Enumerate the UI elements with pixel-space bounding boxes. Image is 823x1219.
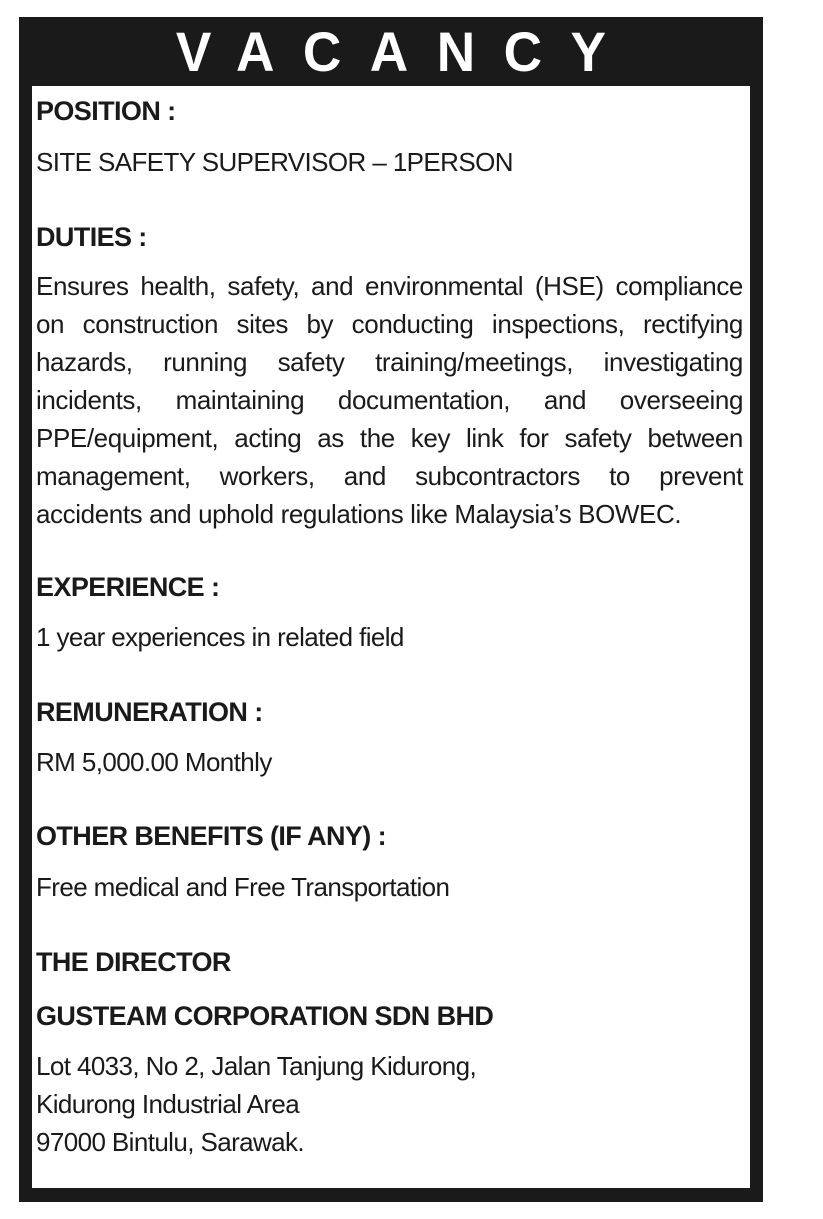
remuneration-value: RM 5,000.00 Monthly xyxy=(36,747,272,777)
duties-label: DUTIES : xyxy=(36,222,147,252)
company-address xyxy=(36,1047,748,1161)
other-benefits-label: OTHER BENEFITS (IF ANY) : xyxy=(36,821,386,851)
remuneration-label: REMUNERATION : xyxy=(36,697,263,727)
address-line: 97000 Bintulu, Sarawak. xyxy=(36,1127,305,1157)
company-name: GUSTEAM CORPORATION SDN BHD xyxy=(36,1001,494,1031)
duties-description: Ensures health, safety, and environmental (HSE) compliance on construction sites by conducting inspections, rectifying hazards, running safety training/meetings, investigating incidents, maintaining documentation, and overseeing PPE/equipment, acting as the key link for safety between management, workers, and subcontractors to prevent accidents and uphold regulations like Malaysia’s BOWEC. xyxy=(36,271,743,529)
vacancy-heading: VACANCY xyxy=(175,20,635,83)
experience-label: EXPERIENCE : xyxy=(36,572,220,602)
experience-value: 1 year experiences in related field xyxy=(36,622,404,652)
contact-title: THE DIRECTOR xyxy=(36,947,231,977)
address-line: Lot 4033, No 2, Jalan Tanjung Kidurong, xyxy=(36,1051,477,1081)
position-value: SITE SAFETY SUPERVISOR – 1PERSON xyxy=(36,147,513,177)
other-benefits-value: Free medical and Free Transportation xyxy=(36,872,450,902)
position-label: POSITION : xyxy=(36,96,176,126)
address-line: Kidurong Industrial Area xyxy=(36,1089,300,1119)
